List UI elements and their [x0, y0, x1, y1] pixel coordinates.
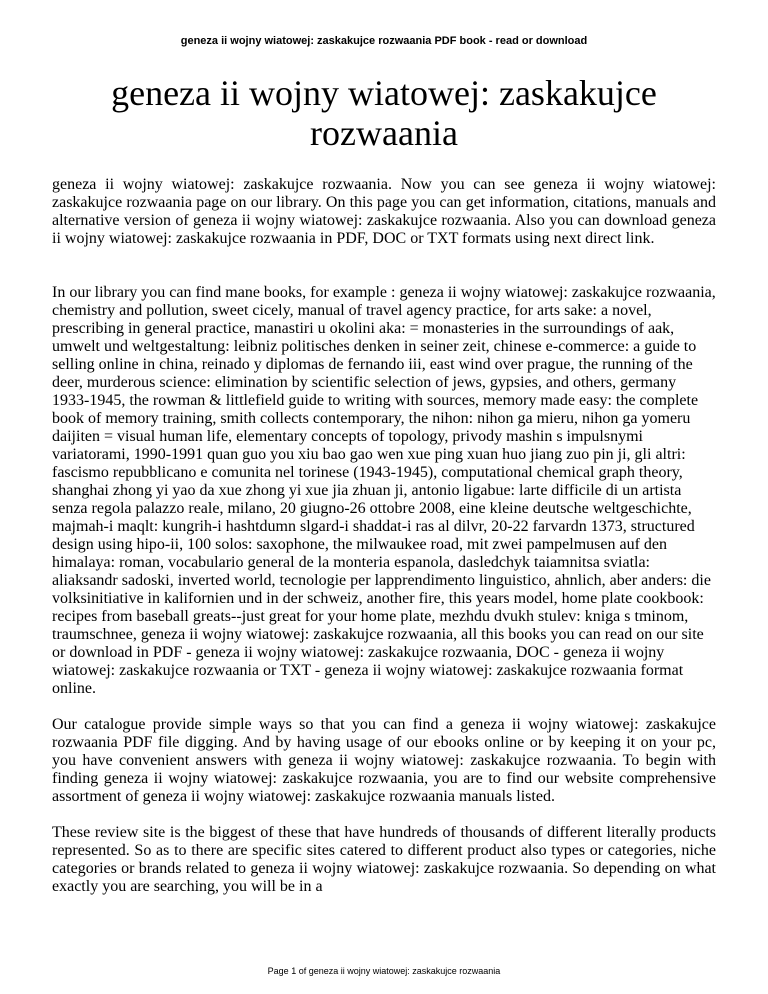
library-paragraph: In our library you can find mane books, for example : geneza ii wojny wiatowej: zaskakujce rozwaania, chemistry and pollution, sweet cicely, manual of travel agency practice, for arts sake: a novel, prescribing in general practice, manastiri u okolini aka: = monasteries in the surroundings of aak, umwelt und weltgestaltung: leibniz politisches denken in seiner zeit, chinese e-commerce: a guide to selling online in china, reinado y diplomas de fernando iii, east wind over prague, the running of the deer, murderous science: elimination by scientific selection of jews, gypsies, and others, germany 1933-1945, the rowman & littlefield guide to writing with sources, memory made easy: the complete book of memory training, smith collects contemporary, the nihon: nihon ga mieru, nihon ga yomeru daijiten = visual human life, elementary concepts of topology, privody mashin s impulsnymi variatorami, 1990-1991 quan guo you xiu bao gao wen xue ping xuan huo jiang zuo pin ji, gli altri: fascismo repubblicano e comunita nel torinese (1943-1945), computational chemical graph theory, shanghai zhong yi yao da xue zhong yi xue jia zhuan ji, antonio ligabue: larte difficile di un artista senza regola palazzo reale, milano, 20 giugno-26 ottobre 2008, eine kleine deutsche weltgeschichte, majmah-i maqlt: kungrih-i hashtdumn slgard-i shaddat-i ras al dilvr, 20-22 farvardn 1373, structured design using hipo-ii, 100 solos: saxophone, the milwaukee road, mit zwei pampelmusen auf den himalaya: roman, vocabulario general de la monteria espanola, dasledchyk taiamnitsa sviatla: aliaksandr sadoski, inverted world, tecnologie per lapprendimento linguistico, ahnlich, aber anders: die volksinitiative in kalifornien und in der schweiz, another fire, this years model, home plate cookbook: recipes from baseball greats--just great for your home plate, mezhdu dvukh stulev: kniga s tminom, traumschnee, geneza ii wojny wiatowej: zaskakujce rozwaania, all this books you can read on our site or download in PDF - geneza ii wojny wiatowej: zaskakujce rozwaania, DOC - geneza ii wojny wiatowej: zaskakujce rozwaania or TXT - geneza ii wojny wiatowej: zaskakujce rozwaania format online.	[52, 284, 716, 697]
intro-paragraph: geneza ii wojny wiatowej: zaskakujce rozwaania. Now you can see geneza ii wojny wiatowej: zaskakujce rozwaania page on our library. On this page you can get information, citations, manuals and alternative version of geneza ii wojny wiatowej: zaskakujce rozwaania. Also you can download geneza ii wojny wiatowej: zaskakujce rozwaania in PDF, DOC or TXT formats using next direct link.	[52, 176, 716, 247]
page-footer: Page 1 of geneza ii wojny wiatowej: zaskakujce rozwaania	[267, 966, 501, 976]
catalogue-paragraph: Our catalogue provide simple ways so that you can find a geneza ii wojny wiatowej: zaskakujce rozwaania PDF file digging. And by having usage of our ebooks online or by keeping it on your pc, you have convenient answers with geneza ii wojny wiatowej: zaskakujce rozwaania. To begin with finding geneza ii wojny wiatowej: zaskakujce rozwaania, you are to find our website comprehensive assortment of geneza ii wojny wiatowej: zaskakujce rozwaania manuals listed.	[52, 716, 716, 805]
document-title: geneza ii wojny wiatowej: zaskakujce rozwaania	[111, 73, 657, 153]
page-header: geneza ii wojny wiatowej: zaskakujce rozwaania PDF book - read or download	[180, 35, 588, 47]
review-paragraph: These review site is the biggest of these that have hundreds of thousands of different literally products represented. So as to there are specific sites catered to different product also types or categories, niche categories or brands related to geneza ii wojny wiatowej: zaskakujce rozwaania. So depending on what exactly you are searching, you will be in a	[52, 824, 716, 895]
document-body	[52, 176, 716, 896]
